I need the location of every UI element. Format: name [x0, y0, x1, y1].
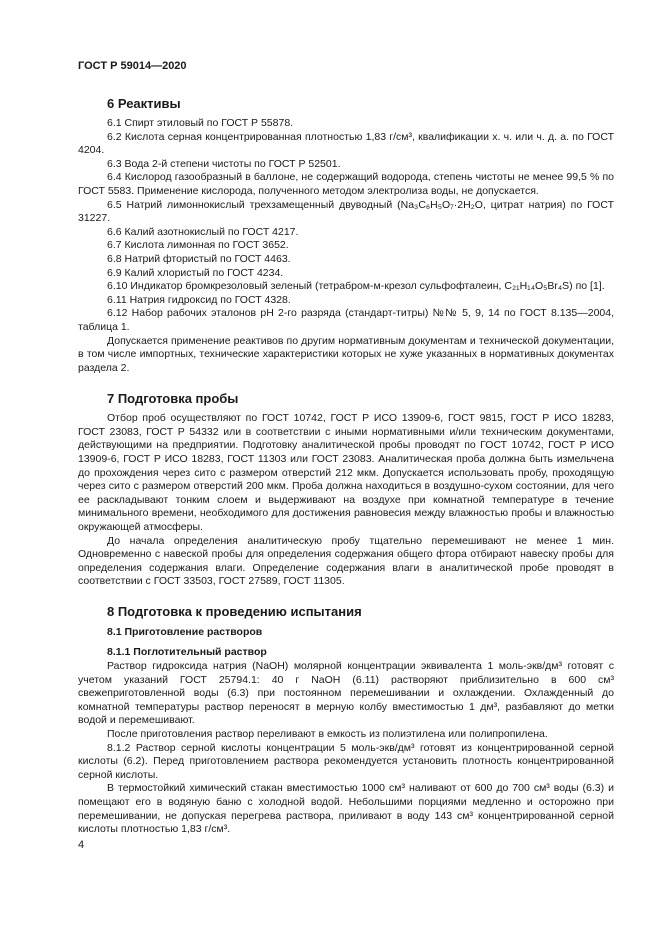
section-7-paragraph-1: Отбор проб осуществляют по ГОСТ 10742, ГОСТ Р ИСО 13909-6, ГОСТ 9815, ГОСТ Р ИСО 18283, ГОСТ 23083, ГОСТ Р 54332 или в соответствии с иными нормативными и/или техническим документами, действующими на предприятии. Подготовку аналитической пробы проводят по ГОСТ 10742, ГОСТ Р ИСО 13909-6, ГОСТ Р ИСО 18283, ГОСТ 11303 или ГОСТ 23083. Аналитическая проба должна быть измельчена до прохождения через сито с размером отверстий 212 мкм. Допускается использовать пробу, проходящую через сито с размером отверстий 200 мкм. Проба должна находиться в воздушно-сухом состоянии, для чего ее раскладывают тонким слоем и выдерживают на воздухе при комнатной температуре в течение минимального времени, необходимого для достижения равновесия между влажностью пробы и влажностью окружающей атмосферы.: [78, 412, 614, 534]
section-6-item-1: 6.1 Спирт этиловый по ГОСТ Р 55878.: [107, 117, 294, 129]
section-7-title: 7 Подготовка пробы: [107, 391, 239, 407]
section-8-paragraph-3: 8.1.2 Раствор серной кислоты концентрации 5 моль-экв/дм³ готовят из концентрированной серной кислоты (6.2). Перед приготовлением раствора рекомендуется установить плотность концентрированной серной кислоты.: [78, 741, 614, 781]
section-6-item-2: 6.2 Кислота серная концентрированная плотностью 1,83 г/см³, квалификации х. ч. или ч. д. а. по ГОСТ 4204.: [78, 130, 614, 157]
section-6-item-12: 6.12 Набор рабочих эталонов pH 2-го разряда (стандарт-титры) №№ 5, 9, 14 по ГОСТ 8.135—2004, таблица 1.: [78, 307, 614, 333]
section-8-paragraph-4: В термостойкий химический стакан вместимостью 1000 см³ наливают от 600 до 700 см³ воды (6.3) и помещают его в водяную баню с холодной водой. Небольшими порциями медленно и осторожно при перемешивании, не допуская перегрева раствора, приливают в воду 143 см³ концентрированной серной кислоты плотностью 1,83 г/см³.: [78, 782, 614, 836]
page-number: 4: [78, 839, 85, 851]
subsection-8-1-title: 8.1 Приготовление растворов: [107, 626, 263, 638]
section-6-item-8: 6.8 Натрий фтористый по ГОСТ 4463.: [107, 252, 291, 265]
section-8-title: 8 Подготовка к проведению испытания: [107, 604, 362, 619]
section-6-item-3: 6.3 Вода 2-й степени чистоты по ГОСТ Р 52501.: [107, 157, 341, 170]
subsection-8-1-1-title: 8.1.1 Поглотительный раствор: [107, 646, 267, 658]
page-content: [78, 96, 614, 837]
section-6-item-11: 6.11 Натрия гидроксид по ГОСТ 4328.: [107, 293, 291, 306]
section-8-paragraph-2: После приготовления раствор переливают в емкость из полиэтилена или полипропилена.: [107, 727, 548, 740]
section-6-item-7: 6.7 Кислота лимонная по ГОСТ 3652.: [107, 239, 289, 252]
document-header: ГОСТ Р 59014—2020: [78, 60, 187, 72]
section-6-item-6: 6.6 Калий азотнокислый по ГОСТ 4217.: [107, 225, 299, 238]
section-6-title: 6 Реактивы: [107, 96, 181, 111]
section-6-note: Допускается применение реактивов по другим нормативным документам и технической документации, в том числе импортных, технические характеристики которых не хуже указанных в нормативных документах раздела 2.: [78, 334, 614, 374]
section-6-item-4: 6.4 Кислород газообразный в баллоне, не содержащий водорода, степень чистоты не менее 99,5 % по ГОСТ 5583. Применение кислорода, полученного методом электролиза воды, не допускается.: [78, 171, 614, 197]
section-8-paragraph-1: Раствор гидроксида натрия (NaOH) молярной концентрации эквивалента 1 моль-экв/дм³ готовят с учетом указаний ГОСТ 25794.1: 40 г NaOH (6.11) растворяют приблизительно в 600 см³ свежеприготовленной воды (6.3) при постоянном перемешивании и охлаждении. Охлажденный до комнатной температуры раствор переносят в мерную колбу вместимостью 1 дм³, разбавляют до метки водой и перемешивают.: [78, 660, 614, 727]
section-7-paragraph-2: До начала определения аналитическую пробу тщательно перемешивают не менее 1 мин. Одновременно с навеской пробы для определения содержания общего фтора отбирают навеску пробы для определения содержания влаги. Определение содержания влаги в аналитической пробе проводят в соответствии с ГОСТ 33503, ГОСТ 27589, ГОСТ 11305.: [78, 534, 614, 588]
section-6-item-10: 6.10 Индикатор бромкрезоловый зеленый (тетрабром-м-крезол сульфофталеин, C₂₁H₁₄O₅Br₄S) по [1].: [107, 280, 605, 293]
section-6-item-9: 6.9 Калий хлористый по ГОСТ 4234.: [107, 266, 284, 279]
section-6-item-5: 6.5 Натрий лимоннокислый трехзамещенный двуводный (Na₃C₆H₅O₇·2H₂O, цитрат натрия) по ГОСТ 31227.: [78, 198, 614, 225]
